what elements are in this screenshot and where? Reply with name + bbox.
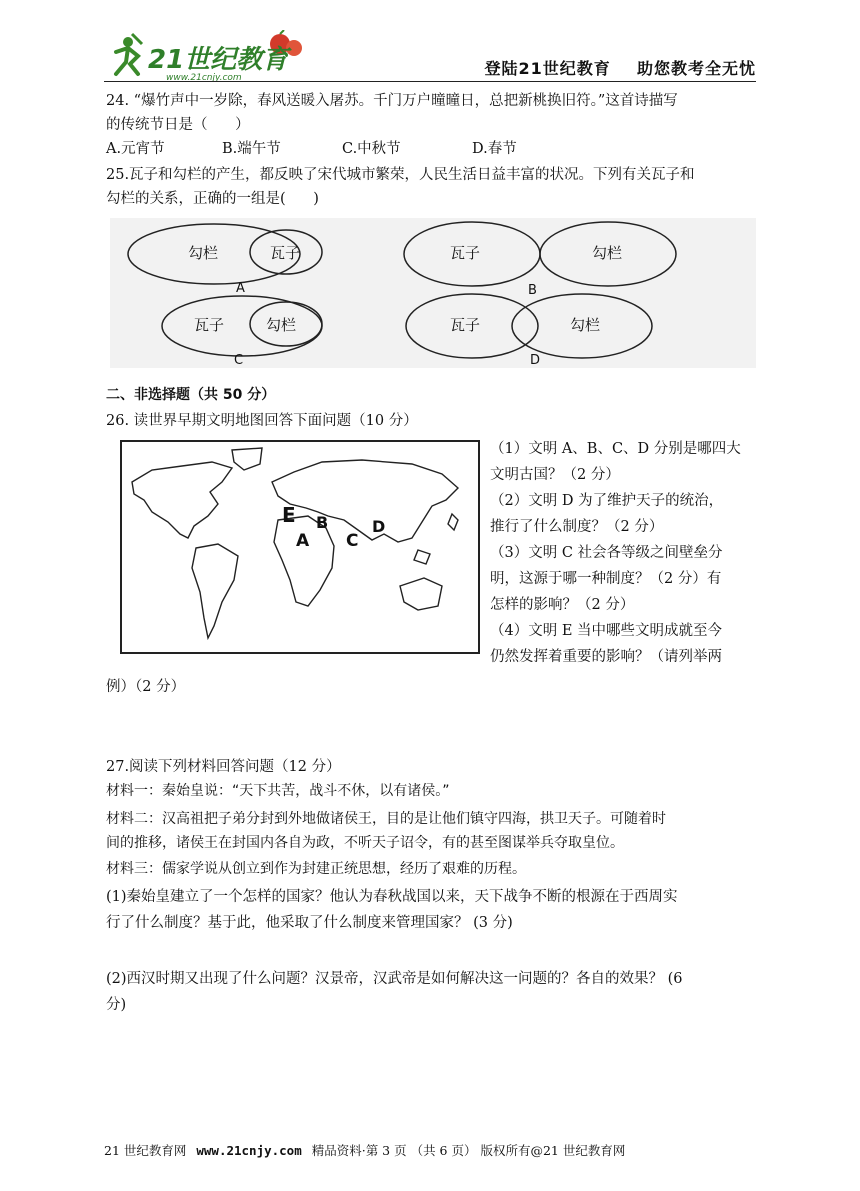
venn-a-label: A	[236, 281, 245, 296]
map-label-e: E	[282, 503, 296, 527]
world-map	[120, 440, 480, 654]
header-divider	[104, 81, 756, 82]
q26-line: 推行了什么制度？（2 分）	[490, 519, 664, 535]
north-america-shape	[132, 462, 232, 538]
section2-title: 二、非选择题（共 50 分）	[106, 387, 276, 403]
footer-site: 21 世纪教育网	[104, 1143, 187, 1158]
venn-d-right: 勾栏	[570, 316, 601, 334]
q27-material2-line2: 间的推移，诸侯王在封国内各自为政，不听天子诏令，有的甚至图谋举兵夺取皇位。	[106, 835, 624, 851]
q24-option-c: C.中秋节	[342, 141, 401, 157]
map-label-d: D	[372, 517, 386, 536]
q27-material1: 材料一：秦始皇说：“天下共苦，战斗不休，以有诸侯。”	[106, 783, 450, 799]
q24-option-d: D.春节	[472, 141, 517, 157]
japan-shape	[448, 514, 458, 530]
q26-line: （2）文明 D 为了维护天子的统治，	[490, 493, 724, 509]
q24-line1: 24. “爆竹声中一岁除，春风送暖入屠苏。千门万户曈曈日，总把新桃换旧符。”这首诗描写	[106, 93, 678, 109]
venn-c-left: 瓦子	[194, 316, 225, 334]
venn-a	[128, 224, 322, 296]
venn-d	[406, 294, 652, 368]
venn-d-label: D	[530, 353, 541, 368]
footer-url[interactable]: www.21cnjy.com	[196, 1143, 302, 1158]
q27-sub2-line1: (2)西汉时期又出现了什么问题？汉景帝，汉武帝是如何解决这一问题的？各自的效果？ (6	[106, 971, 683, 987]
venn-diagrams	[110, 218, 756, 368]
venn-a-right: 瓦子	[270, 244, 301, 262]
header-slogan: 登陆21世纪教育 助您教考全无忧	[484, 59, 756, 78]
footer-page-info: 精品资料·第 3 页 （共 6 页） 版权所有@21 世纪教育网	[311, 1143, 626, 1158]
greenland-shape	[232, 448, 262, 470]
q26-last-line: 例）（2 分）	[106, 679, 186, 695]
venn-b-label: B	[528, 283, 537, 298]
q26-questions	[490, 436, 741, 670]
map-label-a: A	[296, 531, 310, 551]
q24-line2: 的传统节日是（ ）	[106, 117, 250, 133]
q27-sub1-line2: 行了什么制度？基于此，他采取了什么制度来管理国家？ (3 分)	[106, 915, 513, 931]
q26-line: 明，这源于哪一种制度？（2 分）有	[490, 571, 722, 587]
logo-text: 21世纪教育	[148, 45, 289, 75]
venn-b-left: 瓦子	[450, 244, 481, 262]
map-label-b: B	[316, 513, 329, 532]
logo-url: www.21cnjy.com	[166, 73, 242, 82]
venn-c-label: C	[234, 353, 244, 368]
q27-title: 27.阅读下列材料回答问题（12 分）	[106, 759, 341, 775]
venn-c-right: 勾栏	[266, 316, 297, 334]
q25-line1: 25.瓦子和勾栏的产生，都反映了宋代城市繁荣，人民生活日益丰富的状况。下列有关瓦子和	[106, 167, 695, 183]
page-footer	[104, 1141, 756, 1159]
q27-sub2-line2: 分)	[106, 997, 127, 1013]
map-label-c: C	[346, 531, 359, 551]
australia-shape	[400, 578, 442, 610]
q26-line: （3）文明 C 社会各等级之间壁垒分	[490, 545, 723, 561]
q26-line: （4）文明 E 当中哪些文明成就至今	[490, 623, 723, 639]
q27-material3: 材料三：儒家学说从创立到作为封建正统思想，经历了艰难的历程。	[106, 861, 526, 877]
runner-icon	[116, 34, 142, 74]
venn-c	[162, 296, 322, 368]
venn-d-left: 瓦子	[450, 316, 481, 334]
q26-line: 怎样的影响？（2 分）	[490, 597, 635, 613]
q27-material2-line1: 材料二：汉高祖把子弟分封到外地做诸侯王，目的是让他们镇守四海，拱卫天子。可随着时	[106, 811, 666, 827]
q24-option-a: A.元宵节	[106, 141, 165, 157]
q24-option-b: B.端午节	[222, 141, 281, 157]
island-shape	[414, 550, 430, 564]
venn-b	[404, 222, 676, 298]
q26-line: 文明古国？（2 分）	[490, 467, 620, 483]
q25-line2: 勾栏的关系，正确的一组是( )	[106, 191, 319, 207]
venn-a-left: 勾栏	[188, 244, 219, 262]
venn-b-right: 勾栏	[592, 244, 623, 262]
site-logo	[108, 30, 308, 82]
q26-line: （1）文明 A、B、C、D 分别是哪四大	[490, 441, 741, 457]
q26-title: 26. 读世界早期文明地图回答下面问题（10 分）	[106, 413, 418, 429]
q26-line: 仍然发挥着重要的影响？（请列举两	[490, 649, 722, 665]
south-america-shape	[192, 544, 238, 638]
q27-sub1-line1: (1)秦始皇建立了一个怎样的国家？他认为春秋战国以来，天下战争不断的根源在于西周实	[106, 889, 678, 905]
